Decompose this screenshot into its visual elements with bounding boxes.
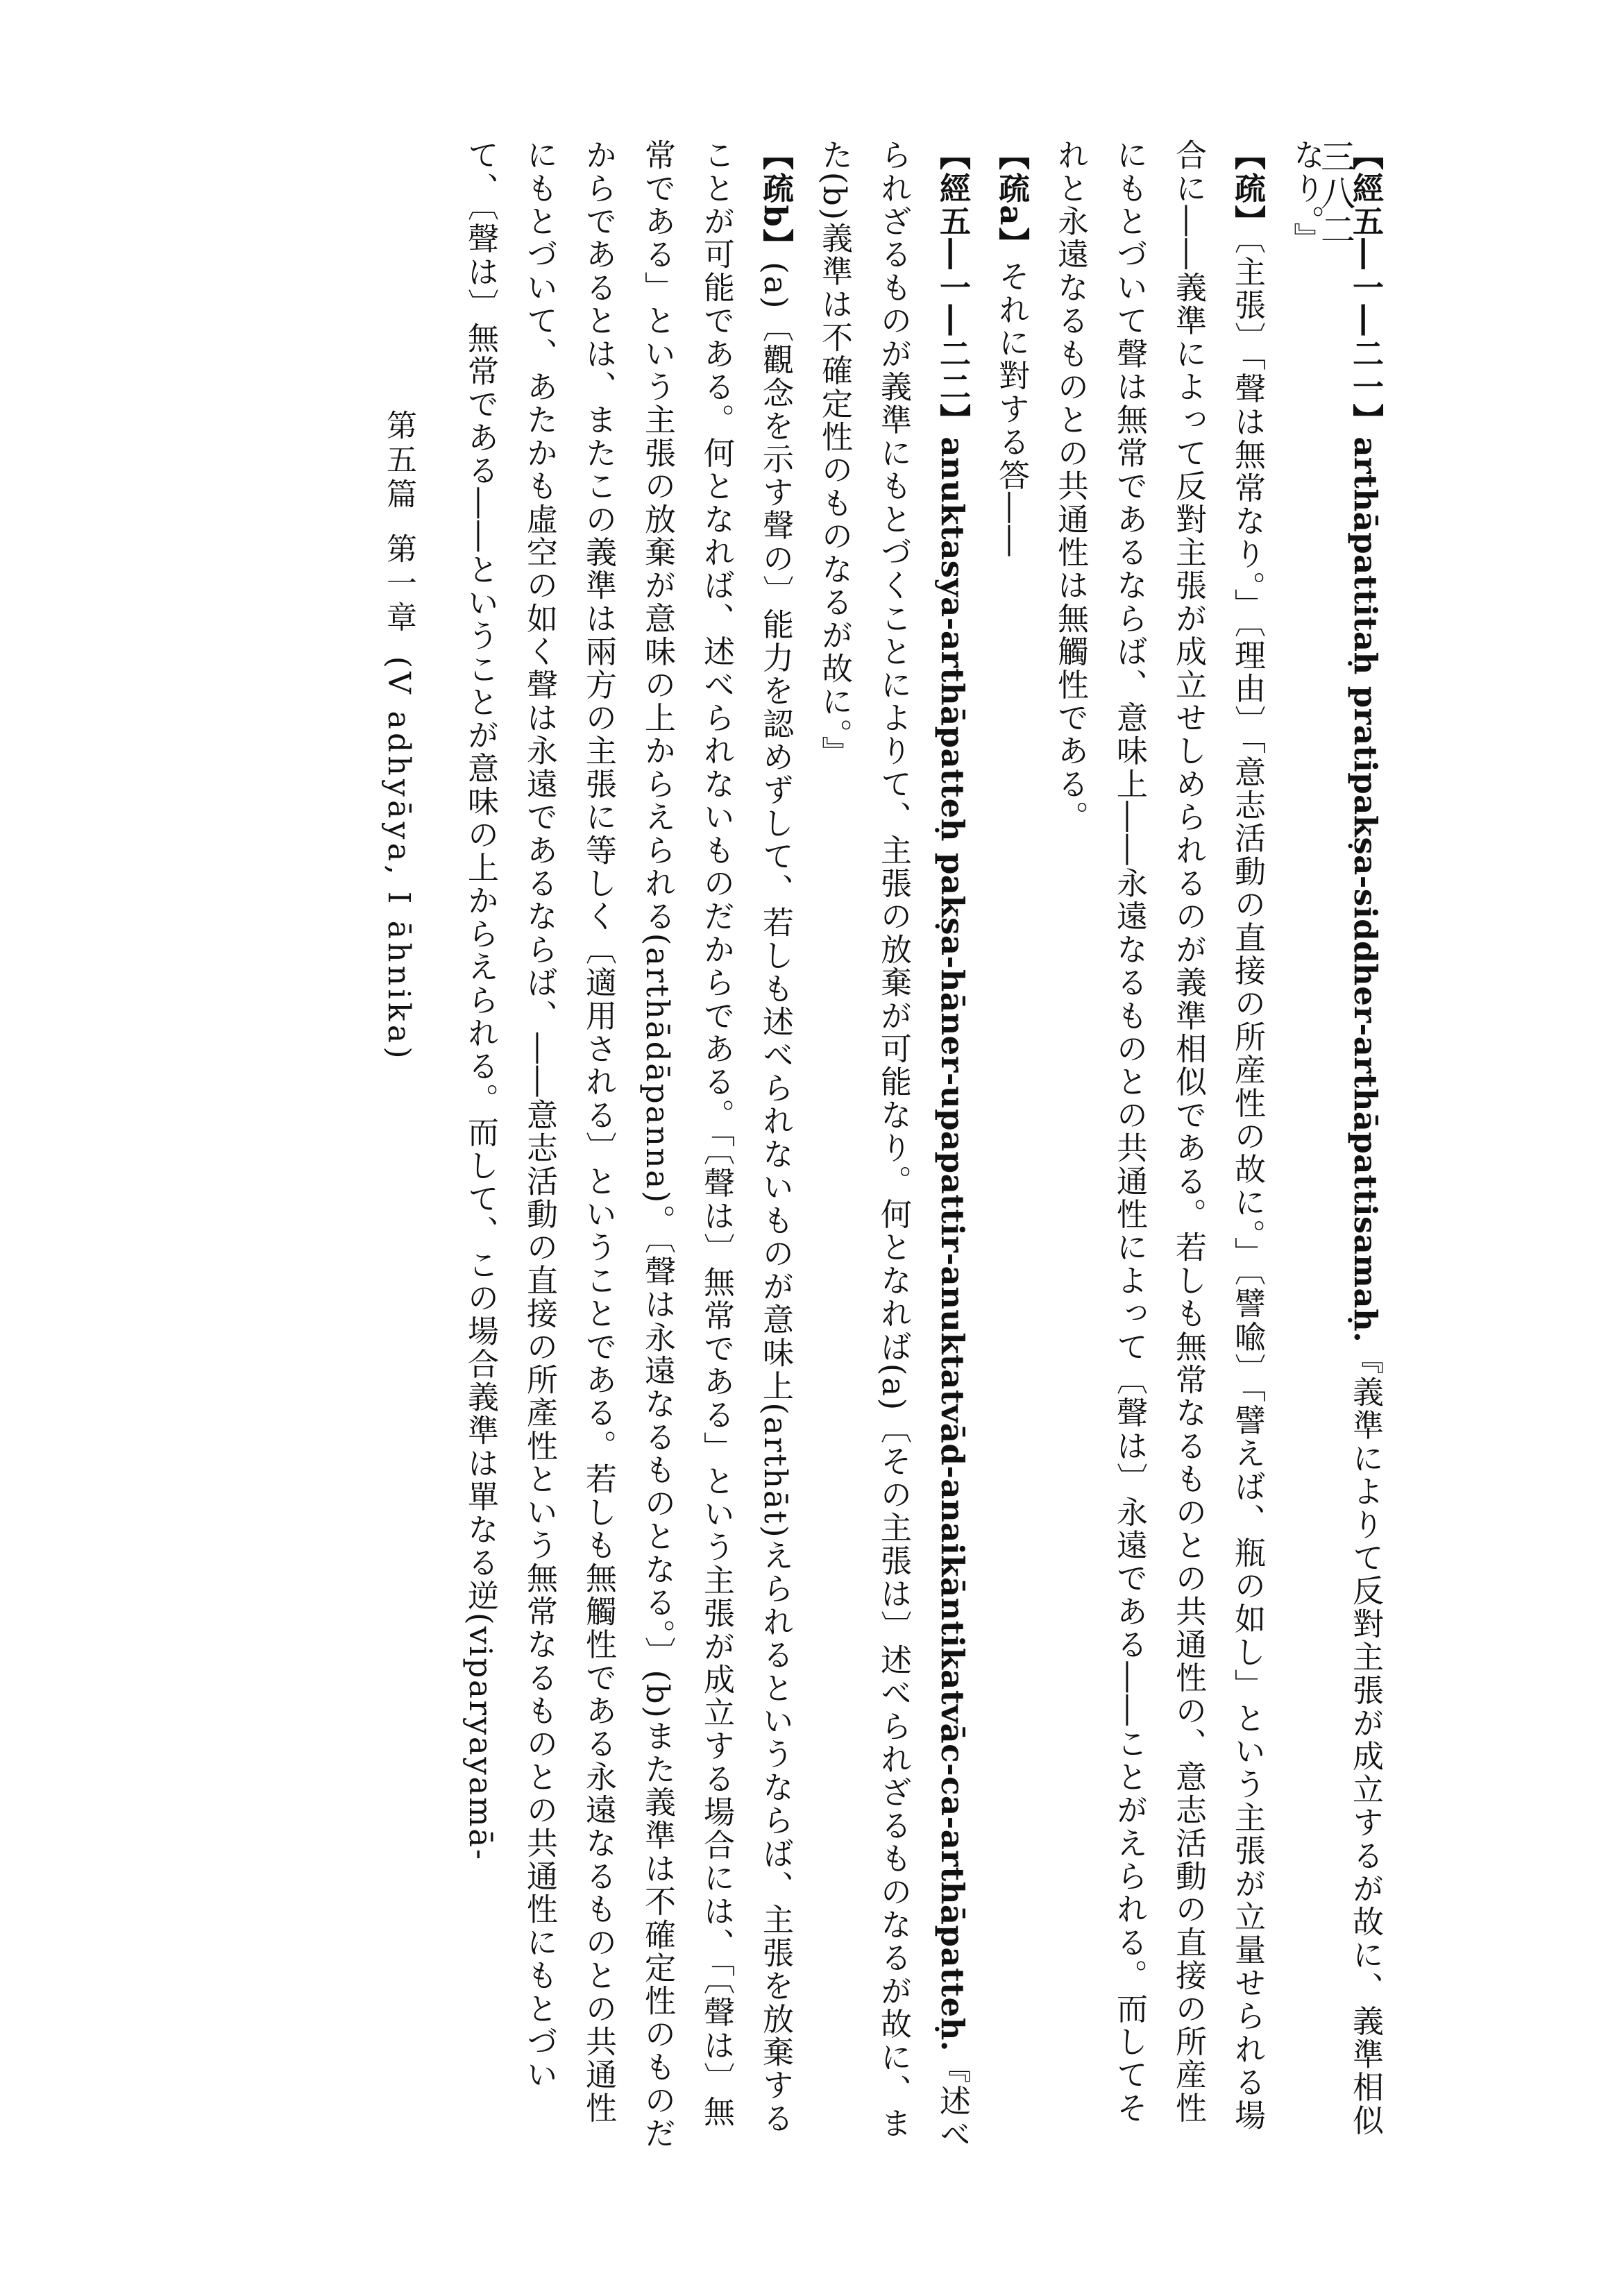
running-head-chapter: 第一章 xyxy=(381,532,416,636)
paragraph-text: 『義準によりて反對主張が成立するが故に、義準相似なり。』 xyxy=(1288,139,1384,2138)
paragraph-text: 〔主張〕「聲は無常なり。」〔理由〕「意志活動の直接の所産性の故に。」〔譬喩〕「譬えば、瓶の如し」という主張が立量せられる場合に――義準によって反對主張が成立せしめられるのが義準相似である。若しも無常なるものとの共通性の、意志活動の直接の所産性にもとづいて聲は無常であるならば、意味上――永遠なるものとの共通性によって〔聲は〕永遠である――ことがえられる。而してそれと永遠なるものとの共通性は無觸性である。 xyxy=(1052,139,1266,2132)
running-head-section: (V adhyāya, I āhnika) xyxy=(381,656,416,1062)
paragraph-commentary xyxy=(1041,139,1277,2151)
paragraph-mark: 【疏】 xyxy=(1229,139,1266,239)
paragraph-text: 『述べられざるものが義準にもとづくことによりて、主張の放棄が可能なり。何となれば(a)〔その主張は〕述べられざるものなるが故に、また(b)義準は不確定性のものなるが故に。』 xyxy=(816,139,971,2151)
body-text xyxy=(264,139,1395,2151)
page-number: 三八二 xyxy=(1315,139,1355,248)
paragraph-mark: 【經五―一―二二】 xyxy=(934,139,971,437)
paragraph-commentary-a xyxy=(982,139,1041,2151)
paragraph-sutra-21 xyxy=(1277,139,1395,2151)
paragraph-commentary-b xyxy=(451,139,805,2151)
paragraph-sutra-22 xyxy=(805,139,982,2151)
paragraph-mark: 【疏a】 xyxy=(993,139,1030,260)
sanskrit-text: arthāpattitaḥ pratipakṣa-siddher-arthāpattisamaḥ. xyxy=(1347,436,1384,1343)
running-head-part: 第五篇 xyxy=(381,409,416,512)
paragraph-mark: 【疏b】 xyxy=(757,139,794,262)
paragraph-text: それに對する答―― xyxy=(993,260,1030,559)
sanskrit-text: anuktasya-arthāpatteḥ pakṣa-hāner-upapattir-anuktatvād-anaikāntikatvāc-ca-arthāpatteḥ. xyxy=(934,436,971,2052)
paragraph-mark: 【經五―一―二一】 xyxy=(1347,139,1384,437)
paragraph-text: (a)〔觀念を示す聲の〕能力を認めずして、若しも述べられないものが意味上(arthāt)えられるというならば、主張を放棄することが可能である。何となれば、述べられないものだからである。「〔聲は〕無常である」という主張が成立する場合には、「〔聲は〕無常である」という主張の放棄が意味の上からえられる(arthādāpanna)。〔聲は永遠なるものとなる。〕(b)また義準は不確定性のものだからであるとは、またこの義準は兩方の主張に等しく〔適用される〕ということである。若しも無觸性である永遠なるものとの共通性にもとづいて、あたかも虛空の如く聲は永遠であるならば、――意志活動の直接の所產性という無常なるものとの共通性にもとづいて、〔聲は〕無常である――ということが意味の上からえられる。而して、この場合義準は單なる逆(viparyayamā- xyxy=(462,139,794,2150)
